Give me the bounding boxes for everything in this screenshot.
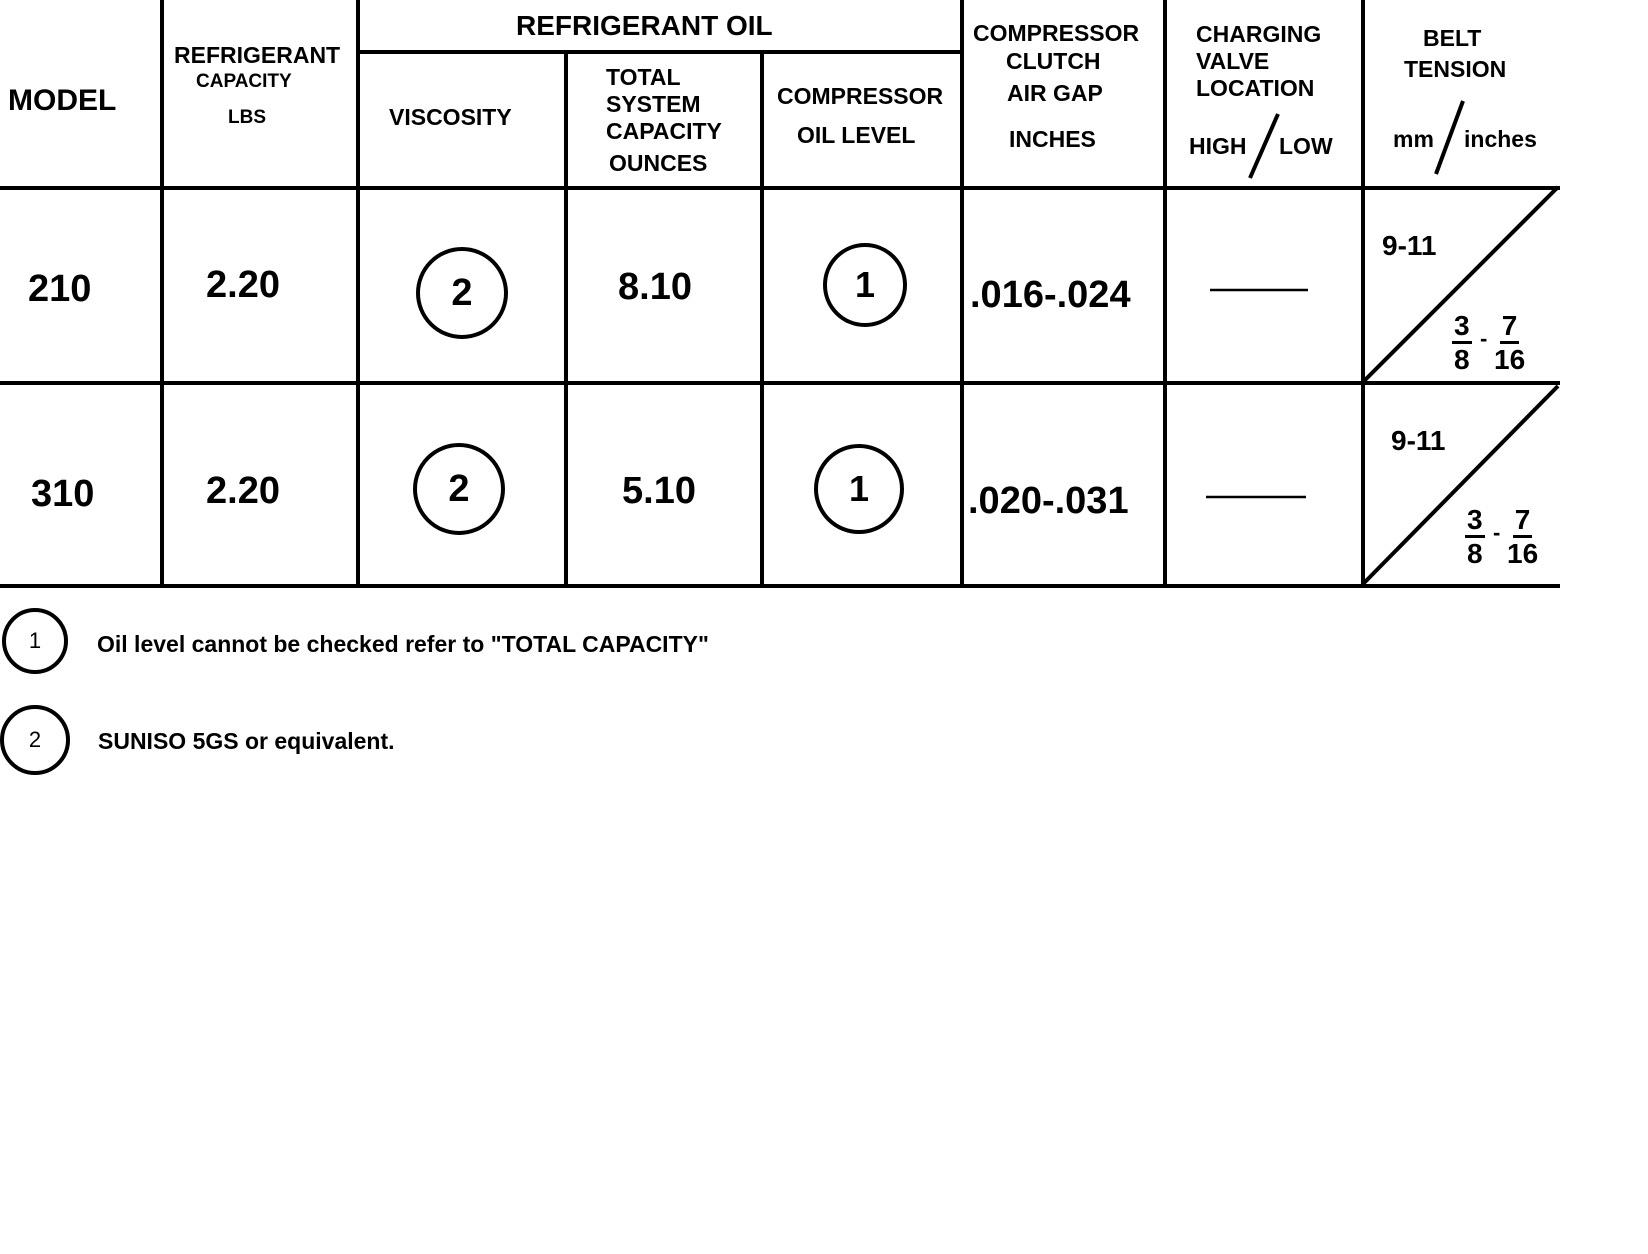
header-belt-mm: mm	[1393, 126, 1434, 152]
row2-belt-in-a	[1465, 506, 1485, 568]
row1-belt-mm: 9-11	[1382, 230, 1437, 261]
header-compressor-oil-2: OIL LEVEL	[797, 122, 916, 148]
header-belt-1: BELT	[1423, 25, 1482, 51]
note2-badge	[0, 705, 70, 775]
row2-capacity: 2.20	[206, 470, 280, 512]
row1-belt-in-b	[1494, 312, 1525, 374]
row1-viscosity-ref: 2	[451, 271, 473, 314]
row2-belt-in-a-den: 8	[1467, 538, 1483, 569]
header-clutch-3: AIR GAP	[1007, 80, 1103, 106]
header-refrigerant-lbs: LBS	[228, 107, 266, 128]
header-refrigerant-oil: REFRIGERANT OIL	[516, 10, 773, 41]
belt-header-slash	[1436, 101, 1463, 174]
row1-belt-dash: -	[1480, 326, 1488, 351]
row2-belt-dash: -	[1493, 520, 1501, 545]
header-total-system-3: CAPACITY	[606, 118, 722, 144]
row1-belt-in-a	[1452, 312, 1472, 374]
header-total-system-4: OUNCES	[609, 150, 708, 176]
row2-oil-level-ref-badge	[814, 444, 904, 534]
row2-oil-level-ref: 1	[848, 468, 870, 509]
row2-viscosity-ref: 2	[448, 467, 470, 510]
row1-belt-in-a-num: 3	[1452, 312, 1472, 344]
row2-belt-in-b	[1507, 506, 1538, 568]
header-model: MODEL	[8, 84, 117, 117]
note1-ref: 1	[28, 628, 42, 653]
row1-oil-level-ref-badge	[823, 243, 907, 327]
header-clutch-4: INCHES	[1009, 126, 1096, 152]
row1-belt-in-b-den: 16	[1494, 344, 1526, 375]
header-refrigerant-capacity: CAPACITY	[196, 71, 292, 92]
charging-header-slash	[1250, 114, 1278, 178]
header-viscosity: VISCOSITY	[389, 104, 512, 130]
header-belt-inches: inches	[1464, 126, 1537, 152]
row2-air-gap: .020-.031	[968, 480, 1129, 522]
header-clutch-1: COMPRESSOR	[973, 20, 1140, 46]
row2-belt-in-b-den: 16	[1507, 538, 1539, 569]
row2-belt-in-b-num: 7	[1513, 506, 1533, 538]
header-total-system-1: TOTAL	[606, 64, 681, 90]
row1-total-capacity: 8.10	[618, 266, 692, 308]
header-charging-1: CHARGING	[1196, 21, 1322, 47]
row2-total-capacity: 5.10	[622, 470, 696, 512]
row1-charging	[1212, 262, 1213, 263]
row1-belt-in-a-den: 8	[1454, 344, 1470, 375]
header-refrigerant: REFRIGERANT	[174, 42, 341, 68]
note1-badge	[2, 608, 68, 674]
header-total-system-2: SYSTEM	[606, 91, 701, 117]
row1-viscosity-ref-badge	[416, 247, 508, 339]
row2-model: 310	[31, 473, 95, 515]
header-charging-2: VALVE	[1196, 48, 1270, 74]
row2-viscosity-ref-badge	[413, 443, 505, 535]
note2-text: SUNISO 5GS or equivalent.	[98, 728, 395, 754]
header-belt-2: TENSION	[1404, 56, 1507, 82]
row2-charging	[1208, 470, 1209, 471]
header-charging-low: LOW	[1279, 133, 1333, 159]
row1-oil-level-ref: 1	[854, 264, 876, 305]
row1-model: 210	[28, 268, 92, 310]
row2-belt-in-a-num: 3	[1465, 506, 1485, 538]
header-compressor-oil-1: COMPRESSOR	[777, 83, 944, 109]
header-charging-high: HIGH	[1189, 133, 1247, 159]
row1-capacity: 2.20	[206, 264, 280, 306]
row1-belt-in-b-num: 7	[1500, 312, 1520, 344]
row1-air-gap: .016-.024	[970, 274, 1131, 316]
header-charging-3: LOCATION	[1196, 75, 1315, 101]
row2-belt-mm: 9-11	[1391, 425, 1446, 456]
note2-ref: 2	[28, 727, 42, 752]
header-clutch-2: CLUTCH	[1006, 48, 1101, 74]
note1-text: Oil level cannot be checked refer to "TOTAL CAPACITY"	[97, 631, 709, 657]
